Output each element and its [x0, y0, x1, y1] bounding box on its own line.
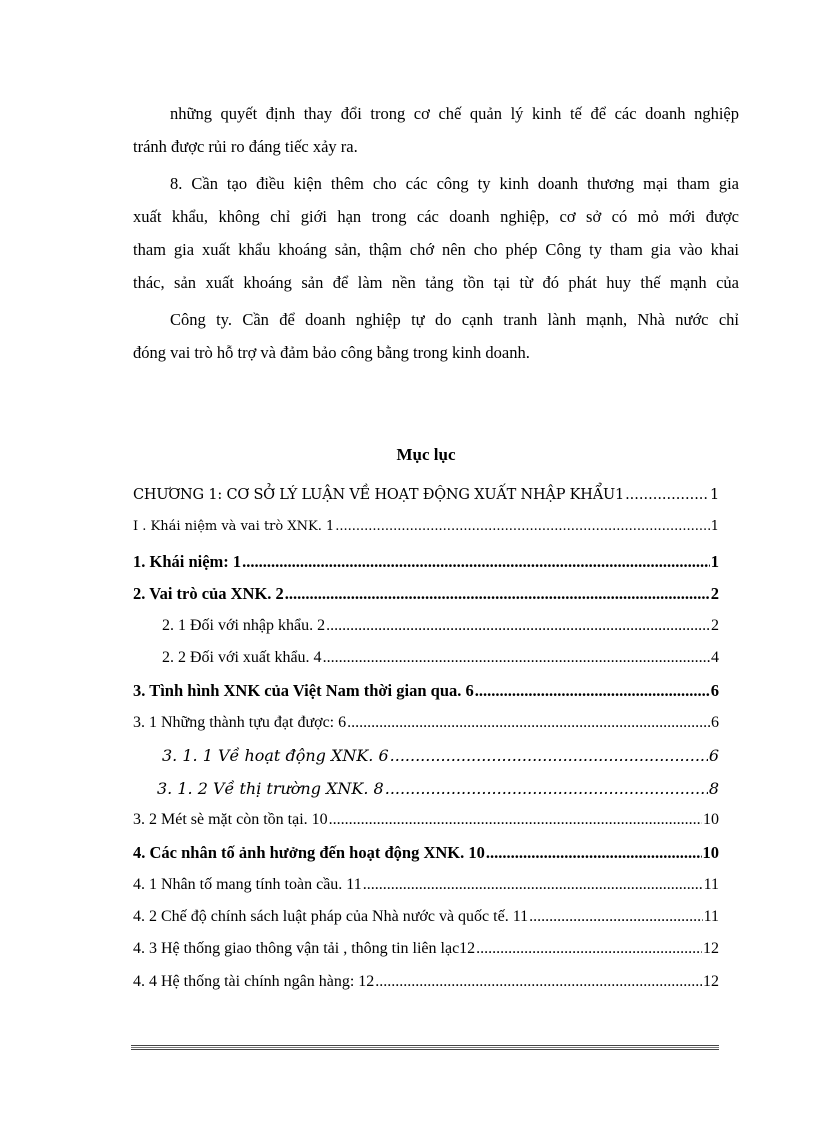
toc-entry[interactable] [133, 714, 719, 746]
toc-entry[interactable] [133, 552, 719, 584]
paragraph-2 [133, 167, 739, 299]
toc-leader [375, 973, 702, 991]
toc-entry-text: 3. Tình hình XNK của Việt Nam thời gian qua. 6 [133, 681, 474, 701]
toc-entry[interactable] [133, 779, 719, 811]
toc-entry[interactable] [133, 843, 719, 875]
toc-entry-page: 2 [710, 584, 719, 604]
toc-entry[interactable] [133, 940, 719, 972]
toc-entry[interactable] [133, 584, 719, 616]
toc-entry[interactable] [133, 908, 719, 940]
toc-entry-text: 2. 2 Đối với xuất khẩu. 4 [162, 648, 322, 666]
toc-leader [335, 519, 709, 534]
paragraph-line: thác, sản xuất khoáng sản để làm nền tảng tồn tại từ đó phát huy thế mạnh của [133, 273, 739, 292]
toc-entry-text: 4. 3 Hệ thống giao thông vận tải , thông tin liên lạc12 [133, 940, 476, 958]
paragraph-line: tham gia xuất khẩu khoáng sản, thậm chớ nên cho phép Công ty tham gia vào khai [133, 240, 739, 259]
toc-entry-page: 10 [702, 843, 719, 863]
toc-leader [347, 714, 710, 732]
toc-entry[interactable] [133, 681, 719, 713]
toc-leader [326, 617, 710, 635]
paragraph-line: 8. Cần tạo điều kiện thêm cho các công ty kinh doanh thương mại tham gia [170, 174, 739, 193]
toc-entry[interactable] [133, 519, 719, 551]
toc-entry-page: 2 [711, 616, 719, 634]
toc-entry-text: 4. 4 Hệ thống tài chính ngân hàng: 12 [133, 972, 375, 990]
toc-entry-text: 4. 2 Chế độ chính sách luật pháp của Nhà nước và quốc tế. 11 [133, 908, 529, 926]
footer-divider [131, 1045, 719, 1050]
toc-leader [323, 649, 710, 667]
paragraph-line: tránh được rủi ro đáng tiếc xảy ra. [133, 137, 358, 156]
toc-entry-text: 4. Các nhân tố ảnh hưởng đến hoạt động XNK. 10 [133, 843, 485, 863]
toc-entry-text: I . Khái niệm và vai trò XNK. 1 [133, 519, 335, 535]
toc-entry-page: 1 [710, 551, 719, 571]
toc-entry[interactable] [133, 649, 719, 681]
paragraph-3 [133, 303, 739, 369]
toc-leader [329, 811, 702, 829]
toc-leader [475, 681, 710, 701]
toc-entry-page: 6 [710, 681, 719, 701]
toc-leader [486, 843, 702, 863]
toc-entry-text: 3. 1 Những thành tựu đạt được: 6 [133, 713, 347, 731]
toc-entry-page: 12 [703, 972, 719, 990]
toc-entry[interactable] [133, 876, 719, 908]
toc-entry-page: 6 [711, 713, 719, 731]
toc-leader [625, 487, 709, 503]
toc-entry-page: 11 [703, 875, 719, 893]
toc-entry-page: 1 [710, 519, 719, 535]
toc-entry-text: 4. 1 Nhân tố mang tính toàn cầu. 11 [133, 875, 362, 893]
toc-entry-page: 11 [703, 908, 719, 926]
toc-entry[interactable] [133, 617, 719, 649]
toc-leader [529, 908, 703, 926]
toc-entry-text: 3. 1. 1 Về hoạt động XNK. 6 [162, 746, 389, 766]
toc-entry-text: CHƯƠNG 1: CƠ SỞ LÝ LUẬN VỀ HOẠT ĐỘNG XUẤT NHẬP KHẨU1 [133, 487, 625, 503]
toc-leader [363, 876, 703, 894]
toc-entry[interactable] [133, 811, 719, 843]
toc-leader [385, 779, 708, 798]
toc-entry-text: 1. Khái niệm: 1 [133, 551, 242, 571]
toc-entry-text: 3. 1. 2 Về thị trường XNK. 8 [157, 778, 384, 798]
table-of-contents [133, 487, 719, 1005]
paragraph-line: những quyết định thay đổi trong cơ chế quản lý kinh tế để các doanh nghiệp [170, 104, 739, 123]
toc-entry[interactable] [133, 746, 719, 778]
paragraph-line: đóng vai trò hỗ trợ và đảm bảo công bằng trong kinh doanh. [133, 343, 530, 362]
toc-entry-page: 6 [708, 746, 719, 766]
toc-leader [390, 746, 708, 765]
paragraph-1 [133, 97, 739, 163]
toc-entry[interactable] [133, 487, 719, 519]
toc-entry[interactable] [133, 973, 719, 1005]
toc-entry-page: 10 [703, 810, 719, 828]
toc-title: Mục lục [396, 445, 456, 464]
toc-entry-page: 8 [708, 778, 719, 798]
toc-entry-page: 12 [703, 940, 719, 958]
toc-entry-text: 2. Vai trò của XNK. 2 [133, 584, 284, 604]
toc-entry-text: 2. 1 Đối với nhập khẩu. 2 [162, 616, 326, 634]
toc-leader [285, 584, 710, 604]
toc-entry-page: 4 [711, 648, 719, 666]
toc-leader [476, 940, 702, 958]
toc-entry-text: 3. 2 Mét sè mặt còn tồn tại. 10 [133, 810, 328, 828]
paragraph-line: Công ty. Cần để doanh nghiệp tự do cạnh tranh lành mạnh, Nhà nước chỉ [170, 310, 739, 329]
toc-entry-page: 1 [709, 487, 719, 503]
toc-leader [242, 552, 710, 572]
paragraph-line: xuất khẩu, không chỉ giới hạn trong các doanh nghiệp, cơ sở có mỏ mới được [133, 207, 739, 226]
